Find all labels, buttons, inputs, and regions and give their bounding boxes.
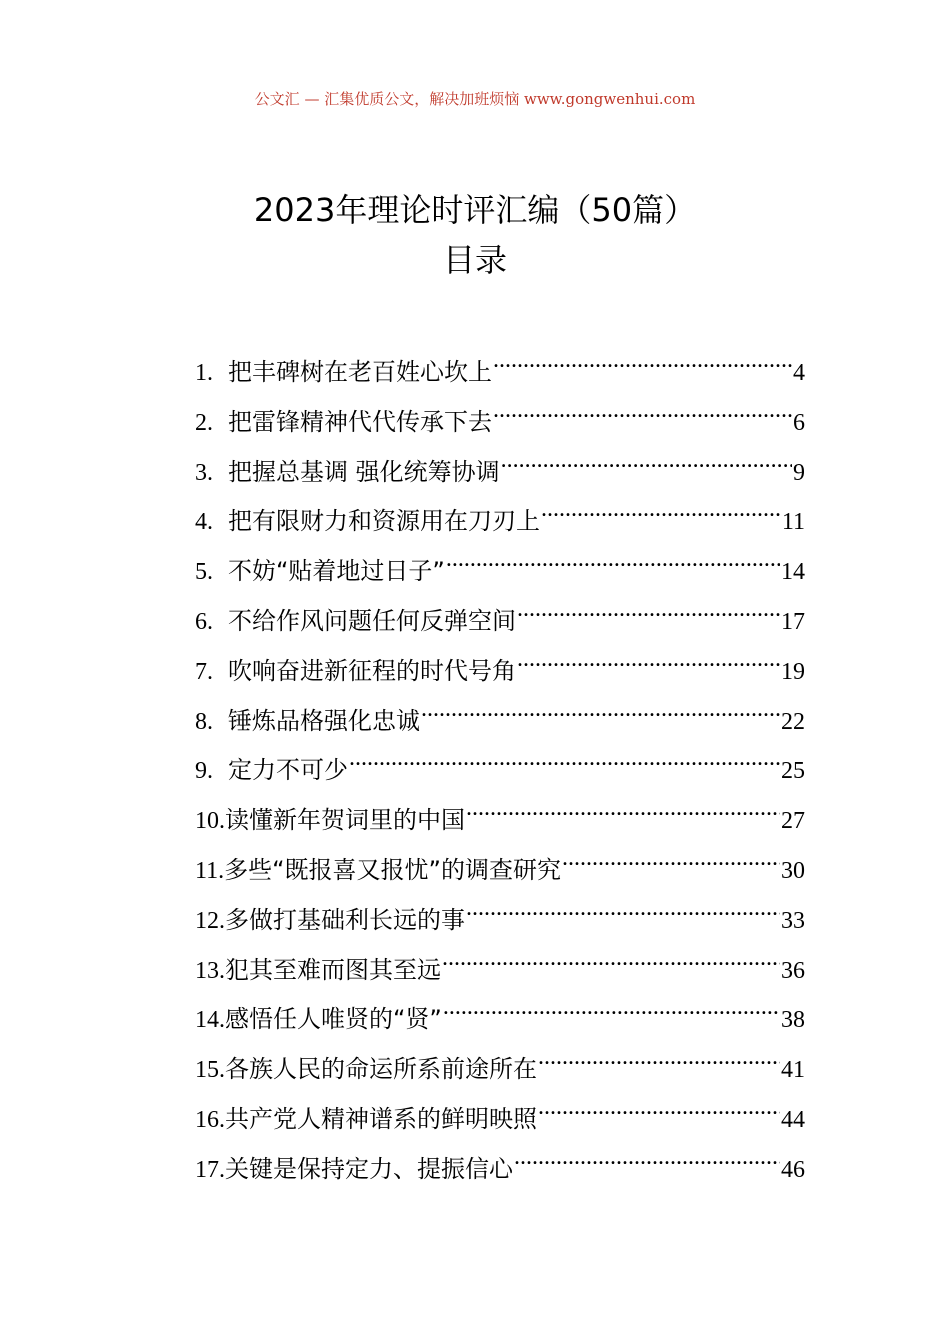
toc-dot-leader	[443, 987, 780, 1027]
toc-dot-leader	[349, 738, 780, 778]
toc-entry-page: 11	[781, 509, 805, 536]
toc-entry-number: 17.	[195, 1156, 225, 1183]
toc-dot-leader	[493, 390, 792, 430]
toc-dot-leader	[514, 1137, 780, 1177]
toc-entry-number: 16.	[195, 1106, 225, 1133]
toc-entry-title: 各族人民的命运所系前途所在	[225, 1055, 537, 1084]
toc-entry-number: 15.	[195, 1057, 225, 1084]
toc-entry-title: 关键是保持定力、提振信心	[225, 1154, 513, 1183]
toc-entry-number: 6.	[195, 608, 213, 635]
toc-entry-title: 犯其至难而图其至远	[225, 955, 441, 984]
toc-entry-page: 19	[781, 658, 805, 685]
toc-entry-title: 定力不可少	[228, 756, 348, 785]
toc-entry[interactable]	[195, 838, 805, 888]
toc-entry-number: 9.	[195, 758, 213, 785]
toc-entry-title: 多做打基础利长远的事	[225, 905, 465, 934]
toc-entry-number: 3.	[195, 459, 213, 486]
toc-entry-number: 14.	[195, 1007, 225, 1034]
toc-dot-leader	[442, 938, 780, 978]
toc-entry-title: 锤炼品格强化忠诚	[228, 706, 420, 735]
document-title: 2023年理论时评汇编（50篇）	[253, 191, 697, 229]
toc-entry-number: 8.	[195, 708, 213, 735]
toc-entry-title: 不妨“贴着地过日子”	[228, 557, 445, 586]
toc-entry-page: 36	[781, 957, 805, 984]
toc-heading: 目录	[442, 241, 507, 279]
toc-entry-page: 27	[781, 808, 805, 835]
toc-entry-number: 12.	[195, 907, 225, 934]
toc-entry-page: 6	[793, 409, 805, 436]
toc-entry[interactable]	[195, 539, 805, 589]
toc-entry-title: 多些“既报喜又报忧”的调查研究	[224, 855, 561, 884]
toc-entry[interactable]	[195, 1087, 805, 1137]
toc-entry[interactable]	[195, 589, 805, 639]
toc-entry-page: 17	[781, 608, 805, 635]
toc-entry-number: 7.	[195, 658, 213, 685]
toc-dot-leader	[562, 838, 780, 878]
watermark-header: 公文汇 — 汇集优质公文，解决加班烦恼 www.gongwenhui.com	[254, 90, 696, 108]
toc-entry-page: 4	[793, 360, 805, 386]
toc-dot-leader	[466, 788, 780, 828]
toc-entry-title: 吹响奋进新征程的时代号角	[228, 656, 516, 685]
toc-entry-title: 不给作风问题任何反弹空间	[228, 606, 516, 635]
toc-entry-title: 读懂新年贺词里的中国	[225, 806, 465, 835]
toc-entry-page: 22	[781, 708, 805, 735]
table-of-contents	[195, 340, 805, 1187]
toc-dot-leader	[517, 589, 780, 629]
toc-entry-title: 把丰碑树在老百姓心坎上	[228, 358, 492, 386]
toc-entry-title: 把雷锋精神代代传承下去	[228, 407, 492, 436]
toc-entry[interactable]	[195, 788, 805, 838]
toc-dot-leader	[493, 340, 792, 380]
toc-entry-page: 33	[781, 907, 805, 934]
toc-entry[interactable]	[195, 639, 805, 689]
toc-entry-title: 把有限财力和资源用在刀刃上	[228, 507, 540, 536]
toc-entry-number: 11.	[195, 857, 225, 884]
toc-entry[interactable]	[195, 440, 805, 490]
toc-entry-number: 4.	[195, 509, 213, 536]
toc-entry-number: 10.	[195, 808, 225, 835]
toc-dot-leader	[501, 440, 792, 480]
toc-entry[interactable]	[195, 738, 805, 788]
toc-entry[interactable]	[195, 987, 805, 1037]
toc-entry-page: 41	[781, 1057, 805, 1084]
toc-entry-page: 9	[793, 459, 805, 486]
toc-entry-number: 2.	[195, 409, 213, 436]
toc-entry-number: 13.	[195, 957, 225, 984]
toc-entry-title: 共产党人精神谱系的鲜明映照	[225, 1104, 537, 1133]
toc-entry-page: 46	[781, 1156, 805, 1183]
toc-dot-leader	[541, 489, 781, 529]
toc-entry[interactable]	[195, 1137, 805, 1187]
toc-entry[interactable]	[195, 340, 805, 390]
toc-entry[interactable]	[195, 689, 805, 739]
toc-dot-leader	[538, 1087, 780, 1127]
toc-entry-page: 14	[781, 559, 805, 586]
toc-dot-leader	[538, 1037, 780, 1077]
toc-entry[interactable]	[195, 390, 805, 440]
toc-entry[interactable]	[195, 489, 805, 539]
toc-entry-page: 44	[781, 1106, 805, 1133]
toc-entry-number: 1.	[195, 360, 213, 386]
toc-entry[interactable]	[195, 938, 805, 988]
toc-entry[interactable]	[195, 1037, 805, 1087]
toc-entry-number: 5.	[195, 559, 213, 586]
toc-entry-page: 30	[781, 857, 805, 884]
toc-entry-page: 38	[781, 1007, 805, 1034]
toc-dot-leader	[421, 689, 780, 729]
toc-dot-leader	[446, 539, 780, 579]
toc-entry-page: 25	[781, 758, 805, 785]
toc-entry-title: 把握总基调 强化统筹协调	[228, 457, 500, 486]
toc-entry[interactable]	[195, 888, 805, 938]
toc-entry-title: 感悟任人唯贤的“贤”	[225, 1005, 442, 1034]
toc-dot-leader	[466, 888, 780, 928]
toc-dot-leader	[517, 639, 780, 679]
